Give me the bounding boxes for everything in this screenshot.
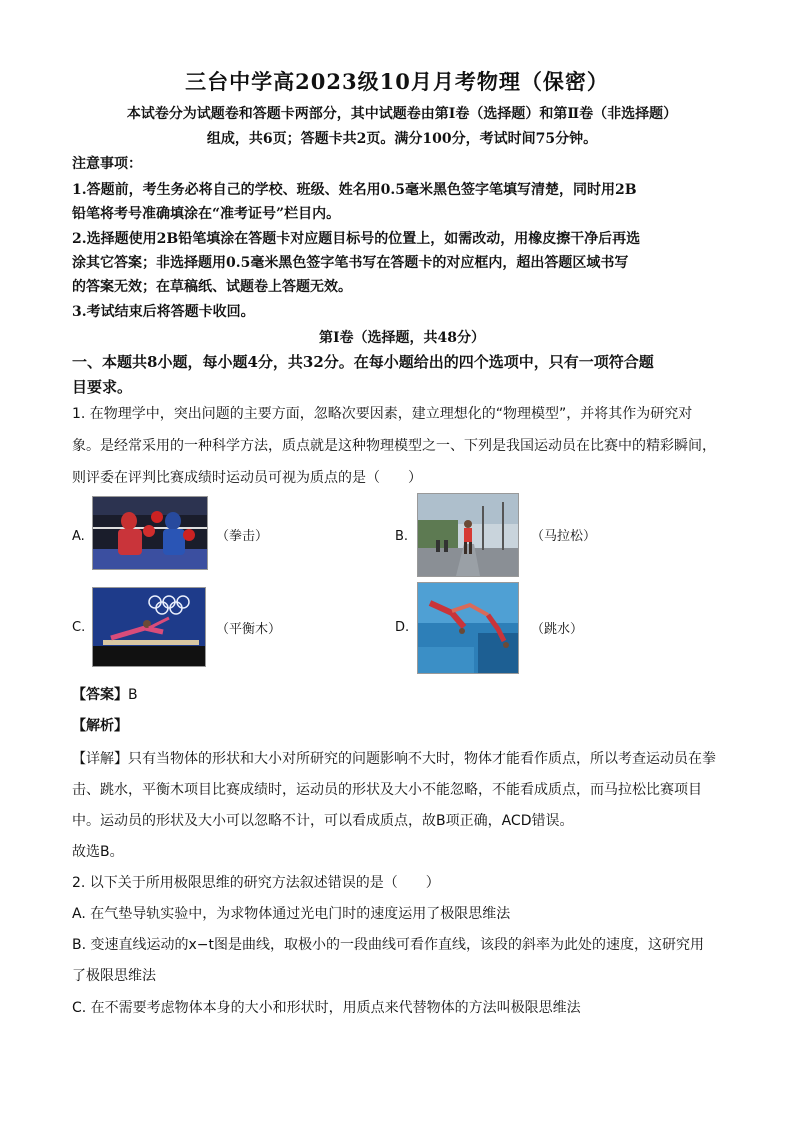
option-letter: A. [72, 529, 85, 544]
page-title: 三台中学高2023级10月月考物理（保密） [185, 69, 609, 94]
intro-line-2: 组成，共6页；答题卡共2页。满分100分，考试时间75分钟。 [206, 131, 598, 147]
diving-photo [417, 582, 519, 674]
q2-stem: 2. 以下关于所用极限思维的研究方法叙述错误的是（ ） [72, 875, 440, 891]
notice-item-2-line-1: 2.选择题使用2B铅笔填涂在答题卡对应题目标号的位置上，如需改动，用橡皮擦干净后再选 [72, 231, 641, 247]
notice-item-3: 3.考试结束后将答题卡收回。 [72, 304, 255, 320]
boxing-photo [92, 496, 208, 570]
option-letter: D. [395, 620, 410, 635]
part1-heading: 第Ⅰ卷（选择题，共48分） [318, 330, 486, 346]
option-letter: B. [395, 529, 409, 544]
q2-option-c: C. 在不需要考虑物体本身的大小和形状时，用质点来代替物体的方法叫极限思维法 [72, 1000, 581, 1016]
section-instruction-line-2: 目要求。 [72, 378, 133, 396]
q1-option-b[interactable] [395, 493, 725, 583]
q2-option-a: A. 在气垫导轨实验中，为求物体通过光电门时的速度运用了极限思维法 [72, 906, 511, 922]
q2-option-b-line-1: B. 变速直线运动的x−t图是曲线，取极小的一段曲线可看作直线，该段的斜率为此处的速度，这研究用 [72, 937, 705, 953]
q1-conclusion: 故选B。 [72, 844, 124, 860]
q1-detail-line-3: 中。运动员的形状及大小可以忽略不计，可以看成质点，故B项正确，ACD错误。 [72, 813, 574, 829]
q1-option-d[interactable] [395, 582, 725, 672]
section-instruction-line-1: 一、本题共8小题，每小题4分，共32分。在每小题给出的四个选项中，只有一项符合题 [72, 353, 654, 371]
intro-line-1: 本试卷分为试题卷和答题卡两部分，其中试题卷由第Ⅰ卷（选择题）和第Ⅱ卷（非选择题） [126, 106, 678, 122]
option-caption: （拳击） [216, 529, 269, 544]
notice-item-2-line-2: 涂其它答案；非选择题用0.5毫米黑色签字笔书写在答题卡的对应框内，超出答题区域书写 [72, 255, 629, 271]
q1-stem-line-1: 1. 在物理学中，突出问题的主要方面，忽略次要因素，建立理想化的“物理模型”，并将其作为研究对 [72, 406, 693, 422]
option-letter: C. [72, 620, 86, 635]
q1-stem-line-2: 象。是经常采用的一种科学方法，质点就是这种物理模型之一、下列是我国运动员在比赛中的精彩瞬间， [72, 438, 716, 454]
notice-item-2-line-3: 的答案无效；在草稿纸、试题卷上答题无效。 [72, 279, 352, 295]
q1-detail-line-2: 击、跳水，平衡木项目比赛成绩时，运动员的形状及大小不能忽略，不能看成质点，而马拉松比赛项目 [72, 782, 702, 798]
option-caption: （平衡木） [216, 622, 282, 637]
q1-stem-line-3: 则评委在评判比赛成绩时运动员可视为质点的是（ ） [72, 470, 422, 486]
q1-option-c[interactable] [72, 582, 392, 672]
option-caption: （马拉松） [531, 529, 597, 544]
option-caption: （跳水） [531, 622, 584, 637]
q1-options-row-1 [72, 493, 732, 583]
q1-options-row-2 [72, 582, 732, 672]
notice-item-1-line-2: 铅笔将考号准确填涂在“准考证号”栏目内。 [72, 206, 341, 222]
answer-label: 【答案】 [72, 687, 128, 703]
q1-option-a[interactable] [72, 493, 392, 583]
q1-answer [72, 685, 732, 705]
marathon-photo [417, 493, 519, 577]
answer-value: B [128, 687, 138, 703]
q2-option-b-line-2: 了极限思维法 [72, 968, 156, 984]
q1-detail-line-1: 【详解】只有当物体的形状和大小对所研究的问题影响不大时，物体才能看作质点，所以考查运动员在拳 [72, 751, 716, 767]
balance-beam-photo [92, 587, 206, 667]
notice-item-1-line-1: 1.答题前，考生务必将自己的学校、班级、姓名用0.5毫米黑色签字笔填写清楚，同时用2B [72, 182, 637, 198]
q1-analysis-label: 【解析】 [72, 718, 128, 734]
notice-heading: 注意事项： [72, 156, 142, 172]
